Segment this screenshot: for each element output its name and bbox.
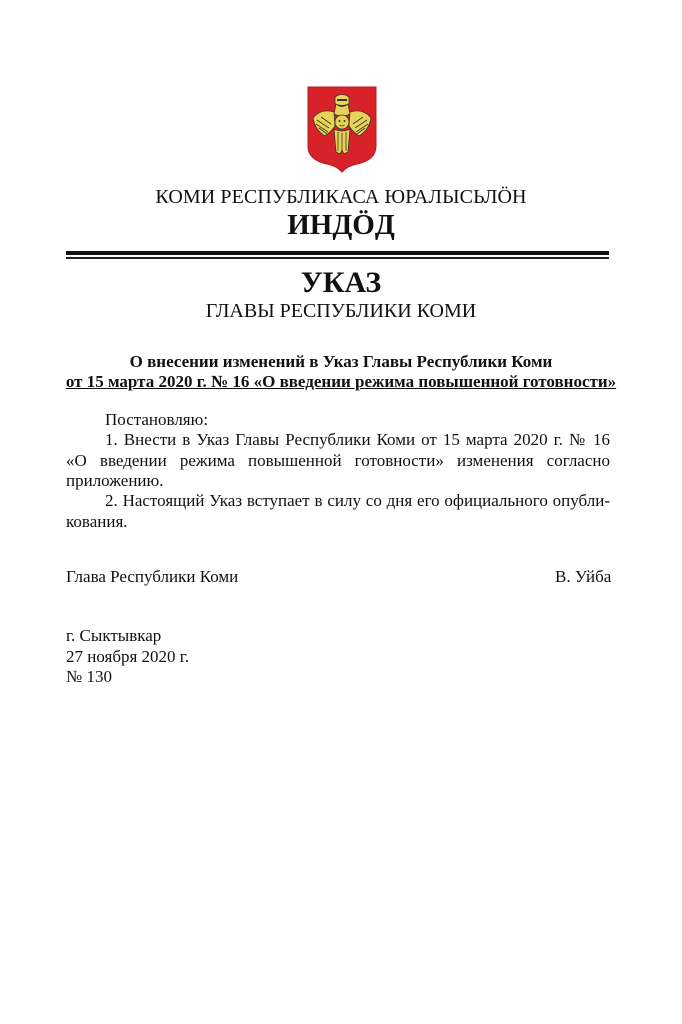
komi-header-line: КОМИ РЕСПУБЛИКАСА ЮРАЛЫСЬЛӦН xyxy=(155,186,527,208)
paragraph-2: 2. Настоящий Указ вступает в силу со дня его официального опубликования. xyxy=(66,491,610,531)
signatory-title: Глава Республики Коми xyxy=(66,567,239,586)
header-divider-thick xyxy=(66,251,609,255)
issue-date: 27 ноября 2020 г. xyxy=(66,647,190,666)
preamble: Постановляю: xyxy=(105,410,209,429)
document-subtitle: ГЛАВЫ РЕСПУБЛИКИ КОМИ xyxy=(205,300,477,322)
coat-of-arms-icon xyxy=(305,84,379,174)
issue-city: г. Сыктывкар xyxy=(66,626,162,645)
paragraph-1: 1. Внести в Указ Главы Республики Коми от 15 марта 2020 г. № 16 «О введении режима повышенной готовности» изменения согласно приложению. xyxy=(66,430,610,490)
header-divider-thin xyxy=(66,257,609,259)
subject-line-1: О внесении изменений в Указ Главы Республики Коми xyxy=(129,352,553,371)
document-number: № 130 xyxy=(66,667,112,686)
document-title: УКАЗ xyxy=(300,266,382,299)
komi-document-type: ИНДӦД xyxy=(287,209,395,241)
signatory-name: В. Уйба xyxy=(555,567,612,586)
subject-line-2: от 15 марта 2020 г. № 16 «О введении режима повышенной готовности» xyxy=(65,372,617,391)
